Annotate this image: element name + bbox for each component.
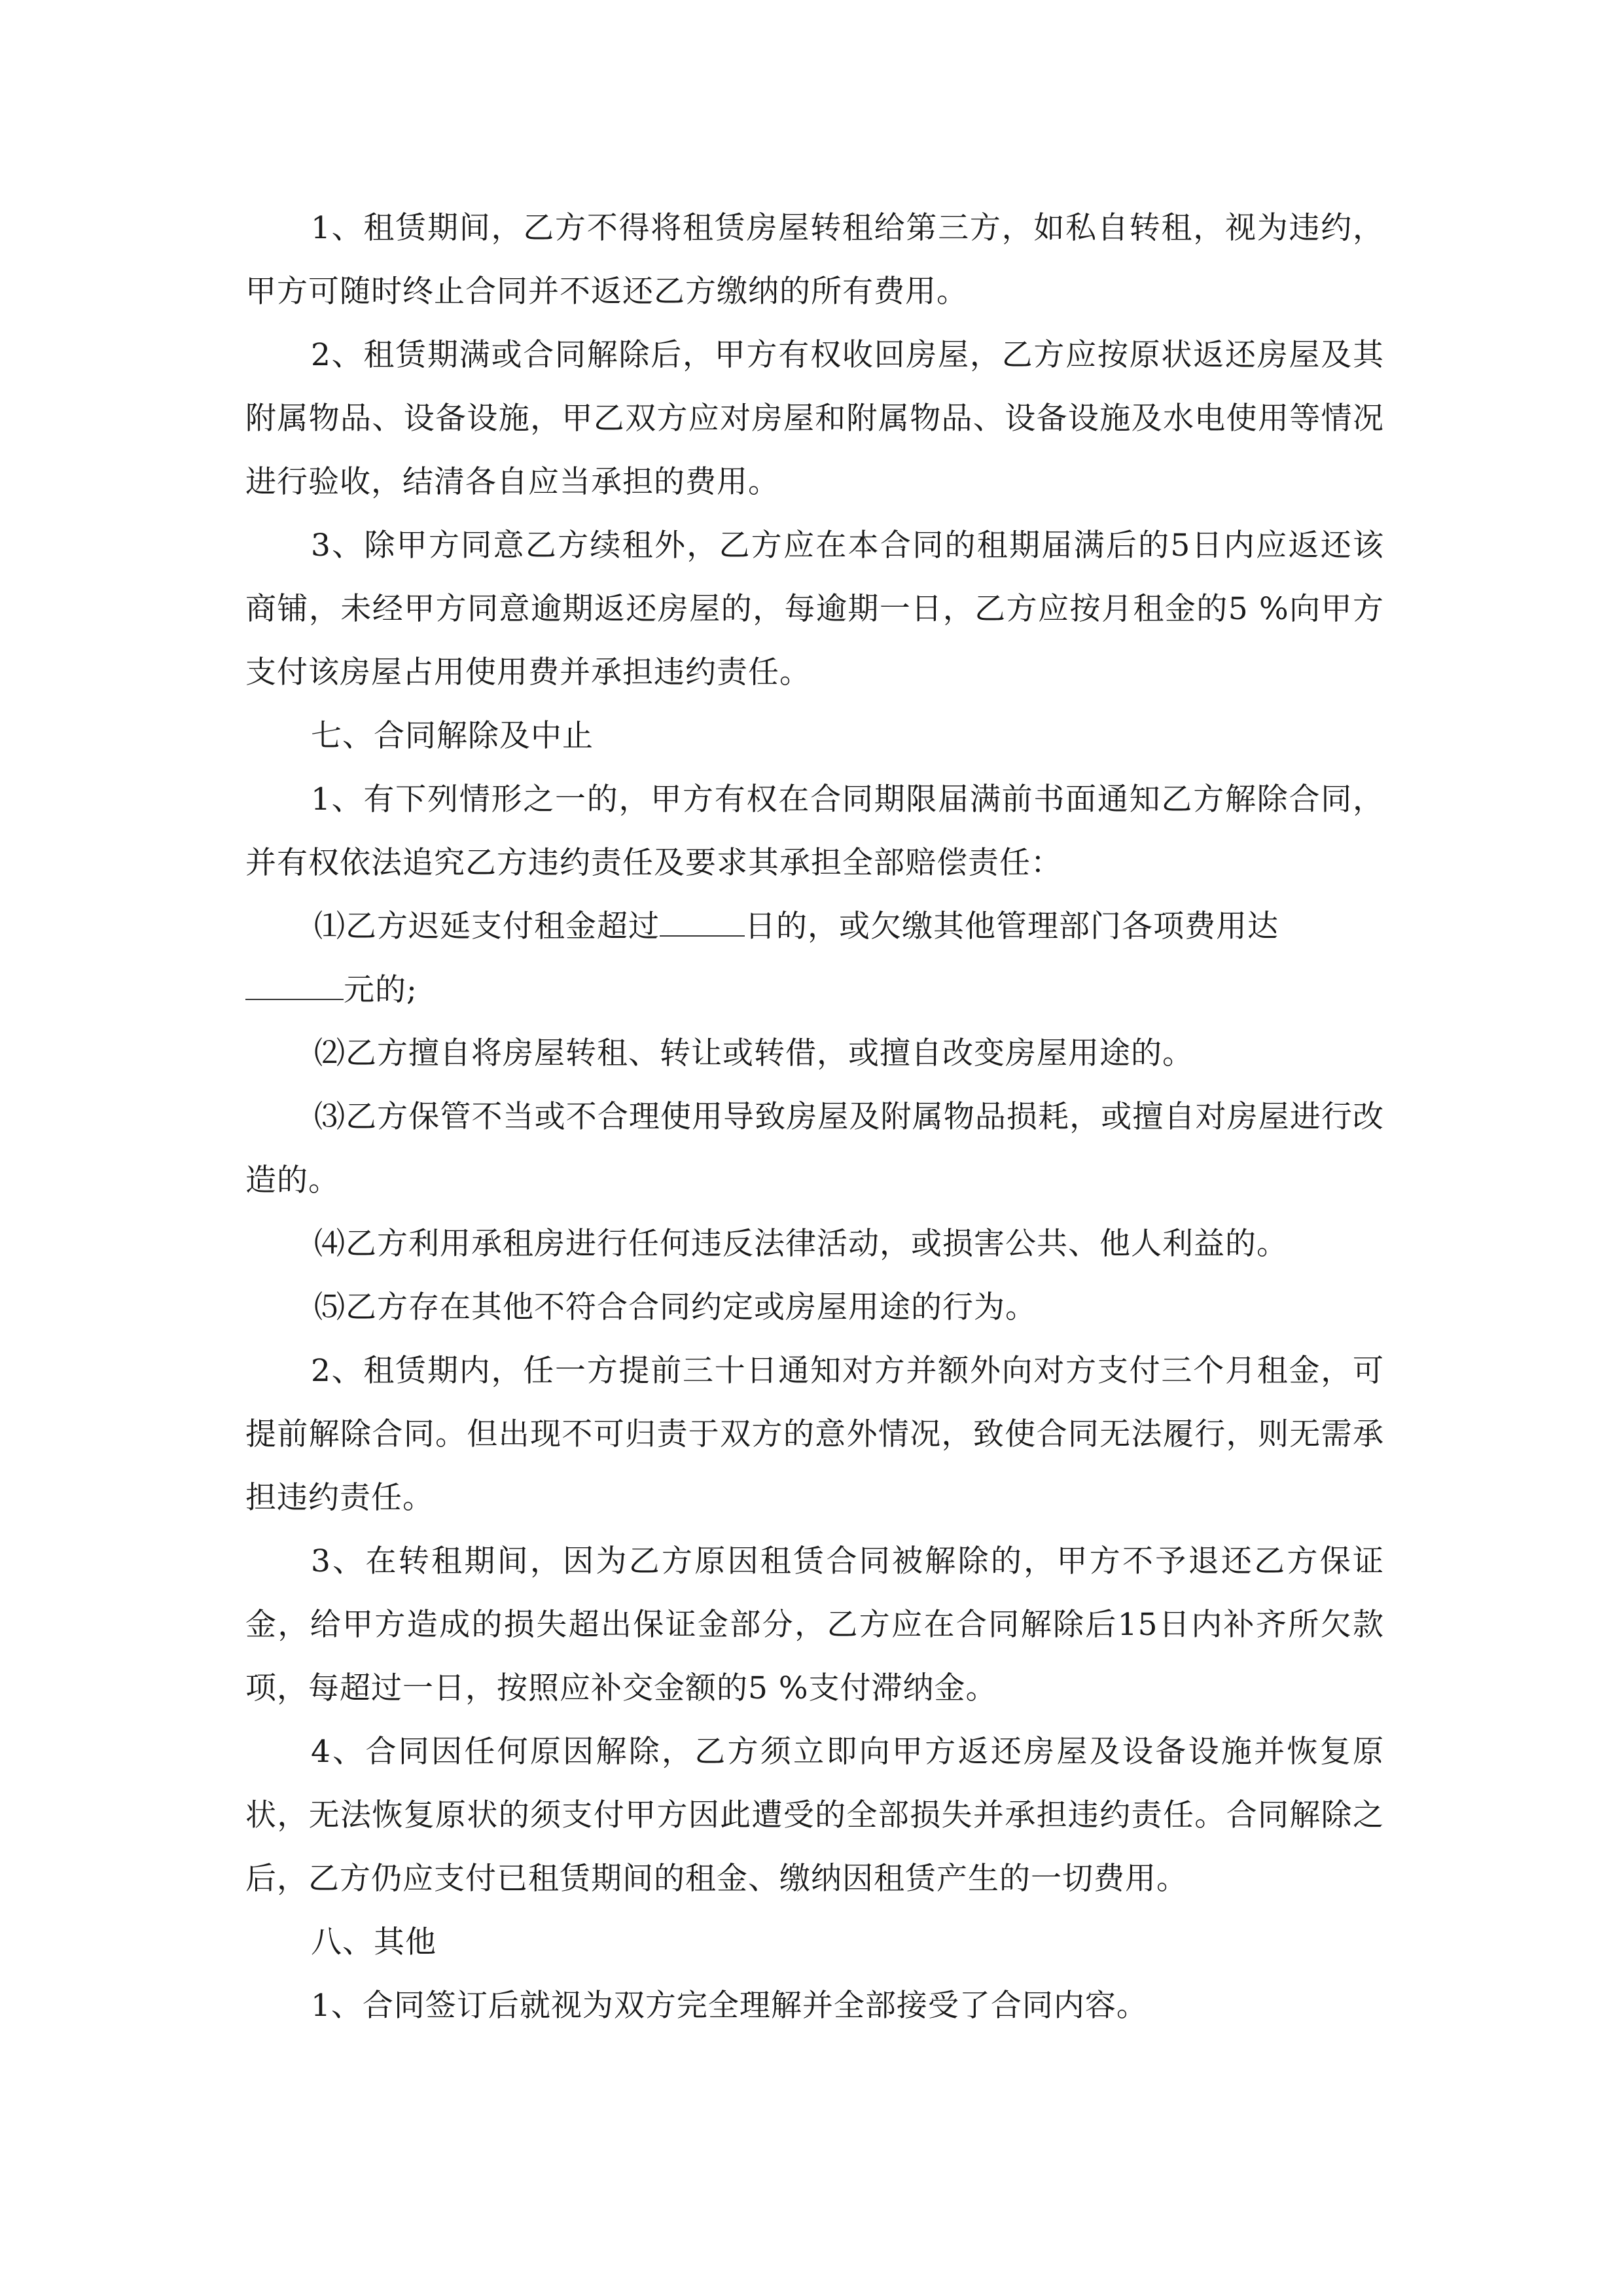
- section7-clause-1: 1、有下列情形之一的，甲方有权在合同期限届满前书面通知乙方解除合同，并有权依法追究乙方违约责任及要求其承担全部赔偿责任：: [245, 781, 1384, 881]
- termination-item-1-part-b: 日的，或欠缴其他管理部门各项费用达: [745, 908, 1279, 944]
- termination-item-1: [245, 895, 1384, 958]
- termination-item-1-continuation: [245, 958, 1384, 1022]
- section7-clause-3: 3、在转租期间，因为乙方原因租赁合同被解除的，甲方不予退还乙方保证金，给甲方造成的损失超出保证金部分，乙方应在合同解除后15日内补齐所欠款项，每超过一日，按照应补交金额的5 %支付滞纳金。: [245, 1543, 1384, 1706]
- section-heading-7: 七、合同解除及中止: [311, 718, 594, 754]
- termination-item-4: ⑷乙方利用承租房进行任何违反法律活动，或损害公共、他人利益的。: [314, 1226, 1288, 1262]
- termination-item-1-part-c: 元的;: [344, 972, 418, 1008]
- section7-clause-4: 4、合同因任何原因解除，乙方须立即向甲方返还房屋及设备设施并恢复原状，无法恢复原状的须支付甲方因此遭受的全部损失并承担违约责任。合同解除之后，乙方仍应支付已租赁期间的租金、缴纳因租赁产生的一切费用。: [245, 1734, 1384, 1897]
- termination-item-3: ⑶乙方保管不当或不合理使用导致房屋及附属物品损耗，或擅自对房屋进行改造的。: [245, 1099, 1384, 1198]
- termination-item-5: ⑸乙方存在其他不符合合同约定或房屋用途的行为。: [314, 1289, 1037, 1325]
- section7-clause-2: 2、租赁期内，任一方提前三十日通知对方并额外向对方支付三个月租金，可提前解除合同。但出现不可归责于双方的意外情况，致使合同无法履行，则无需承担违约责任。: [245, 1353, 1384, 1516]
- clause-paragraph-1: 1、租赁期间，乙方不得将租赁房屋转租给第三方，如私自转租，视为违约，甲方可随时终止合同并不返还乙方缴纳的所有费用。: [245, 210, 1384, 310]
- clause-paragraph-3: 3、除甲方同意乙方续租外，乙方应在本合同的租期届满后的5日内应返还该商铺，未经甲方同意逾期返还房屋的，每逾期一日，乙方应按月租金的5 %向甲方支付该房屋占用使用费并承担违约责任。: [245, 528, 1384, 691]
- termination-item-2: ⑵乙方擅自将房屋转租、转让或转借，或擅自改变房屋用途的。: [314, 1035, 1194, 1071]
- document-body: [245, 196, 1384, 2037]
- clause-paragraph-2: 2、租赁期满或合同解除后，甲方有权收回房屋，乙方应按原状返还房屋及其附属物品、设备设施，甲乙双方应对房屋和附属物品、设备设施及水电使用等情况进行验收，结清各自应当承担的费用。: [245, 337, 1384, 500]
- termination-item-1-part-a: ⑴乙方迟延支付租金超过: [314, 908, 660, 944]
- fill-blank-amount: [245, 973, 344, 1000]
- fill-blank-days: [660, 909, 745, 937]
- section-heading-8: 八、其他: [311, 1924, 437, 1960]
- section8-clause-1: 1、合同签订后就视为双方完全理解并全部接受了合同内容。: [311, 1988, 1148, 2024]
